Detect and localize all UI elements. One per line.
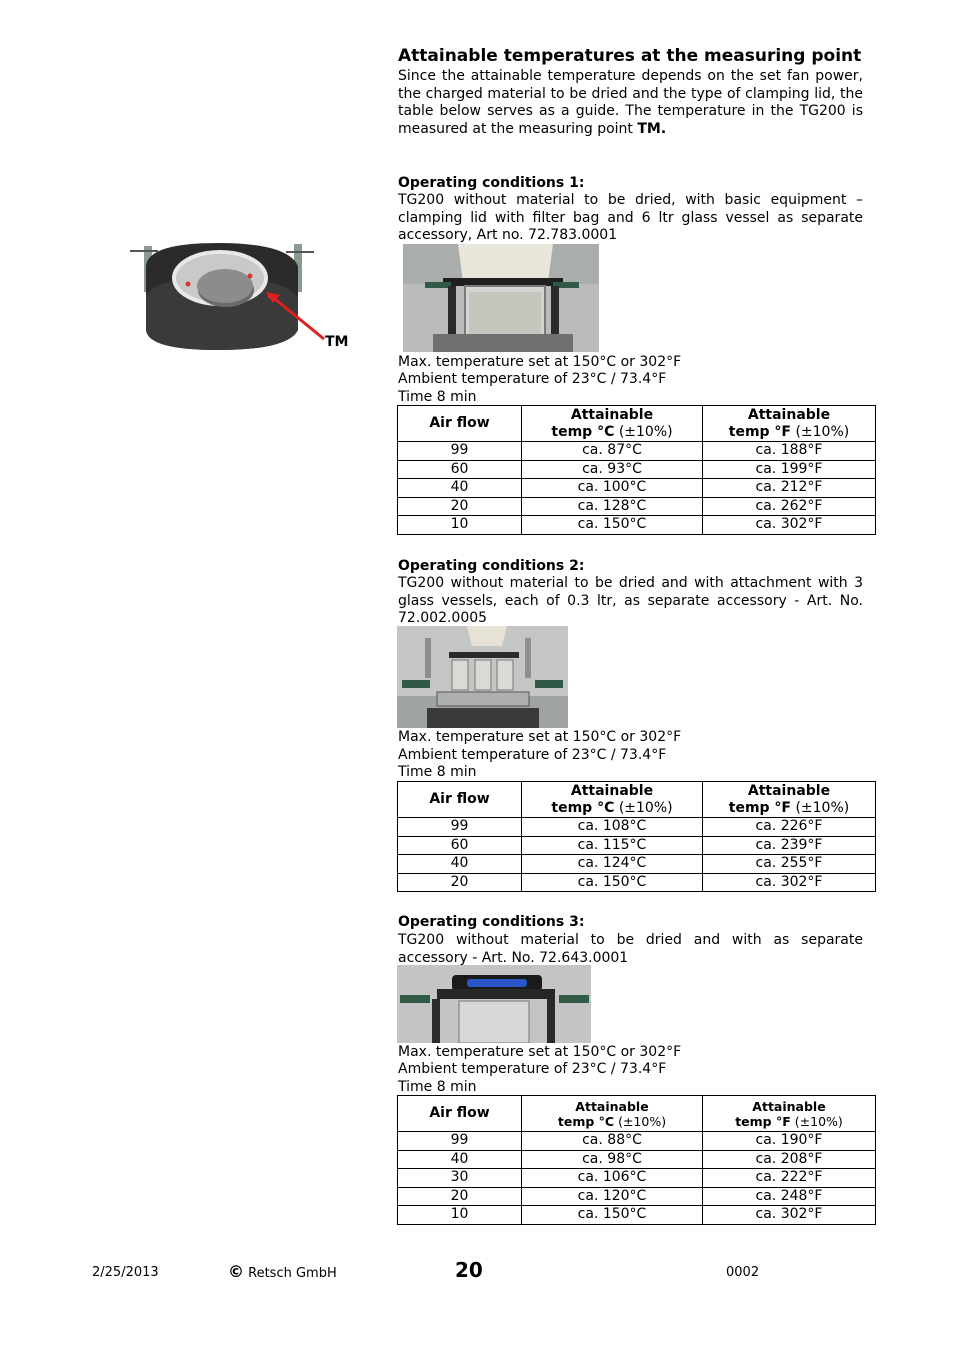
conditions-3-max-temp: Max. temperature set at 150°C or 302°F bbox=[398, 1044, 682, 1060]
table-row: 10 ca. 150°C ca. 302°F bbox=[398, 516, 876, 535]
conditions-1-title: Operating conditions 1: bbox=[398, 175, 585, 191]
footer-copyright bbox=[228, 1262, 337, 1281]
table-row: 10 ca. 150°C ca. 302°F bbox=[398, 1206, 876, 1225]
header-air-flow: Air flow bbox=[398, 406, 522, 442]
table-row: 20 ca. 150°C ca. 302°F bbox=[398, 873, 876, 892]
header-temp-f: Attainable temp °F (±10%) bbox=[703, 782, 876, 818]
conditions-2-table bbox=[397, 781, 876, 892]
footer-company: Retsch GmbH bbox=[248, 1266, 337, 1281]
conditions-3-description: TG200 without material to be dried and with as separate accessory - Art. No. 72.643.0001 bbox=[398, 932, 863, 966]
intro-paragraph bbox=[398, 68, 863, 138]
footer-date: 2/25/2013 bbox=[92, 1265, 159, 1280]
tm-label: TM bbox=[325, 334, 349, 350]
conditions-3-ambient: Ambient temperature of 23°C / 73.4°F bbox=[398, 1061, 667, 1077]
conditions-2-title: Operating conditions 2: bbox=[398, 558, 585, 574]
header-air-flow: Air flow bbox=[398, 1096, 522, 1132]
table-row: 60 ca. 115°C ca. 239°F bbox=[398, 836, 876, 855]
table-row: 40 ca. 98°C ca. 208°F bbox=[398, 1150, 876, 1169]
table-row: 40 ca. 100°C ca. 212°F bbox=[398, 479, 876, 498]
header-air-flow: Air flow bbox=[398, 782, 522, 818]
conditions-1-photo bbox=[403, 244, 599, 352]
conditions-2-time: Time 8 min bbox=[398, 764, 477, 780]
conditions-1-max-temp: Max. temperature set at 150°C or 302°F bbox=[398, 354, 682, 370]
copyright-icon: © bbox=[228, 1262, 244, 1281]
page-heading: Attainable temperatures at the measuring point bbox=[398, 46, 862, 66]
conditions-2-photo bbox=[397, 626, 568, 728]
table-row: 20 ca. 128°C ca. 262°F bbox=[398, 497, 876, 516]
conditions-3-photo bbox=[397, 965, 591, 1043]
table-row: 60 ca. 93°C ca. 199°F bbox=[398, 460, 876, 479]
table-row: 99 ca. 87°C ca. 188°F bbox=[398, 442, 876, 461]
conditions-1-table bbox=[397, 405, 876, 535]
table-row: 99 ca. 108°C ca. 226°F bbox=[398, 818, 876, 837]
footer-doc-code: 0002 bbox=[726, 1265, 760, 1280]
header-temp-f: Attainable temp °F (±10%) bbox=[703, 1096, 876, 1132]
conditions-1-description: TG200 without material to be dried, with basic equipment – clamping lid with filter bag and 6 ltr glass vessel as separate accessory, Art no. 72.783.0001 bbox=[398, 192, 863, 243]
conditions-1-ambient: Ambient temperature of 23°C / 73.4°F bbox=[398, 371, 667, 387]
conditions-2-description: TG200 without material to be dried and with attachment with 3 glass vessels, each of 0.3 ltr, as separate accessory - Art. No. 72.002.0005 bbox=[398, 575, 863, 626]
page-number: 20 bbox=[455, 1258, 483, 1282]
conditions-3-title: Operating conditions 3: bbox=[398, 914, 585, 930]
intro-bold-tm: TM. bbox=[637, 120, 667, 137]
table-row: 40 ca. 124°C ca. 255°F bbox=[398, 855, 876, 874]
conditions-1-time: Time 8 min bbox=[398, 389, 477, 405]
header-temp-f: Attainable temp °F (±10%) bbox=[703, 406, 876, 442]
table-header-row bbox=[398, 1096, 876, 1132]
conditions-3-time: Time 8 min bbox=[398, 1079, 477, 1095]
header-temp-c: Attainable temp °C (±10%) bbox=[522, 1096, 703, 1132]
conditions-2-max-temp: Max. temperature set at 150°C or 302°F bbox=[398, 729, 682, 745]
header-temp-c: Attainable temp °C (±10%) bbox=[522, 782, 703, 818]
intro-text: Since the attainable temperature depends on the set fan power, the charged material to be dried and the type of clamping lid, the table below serves as a guide. The temperature in the TG200 is measured at the measuring point bbox=[398, 68, 863, 137]
table-row: 99 ca. 88°C ca. 190°F bbox=[398, 1132, 876, 1151]
conditions-2-ambient: Ambient temperature of 23°C / 73.4°F bbox=[398, 747, 667, 763]
header-temp-c: Attainable temp °C (±10%) bbox=[522, 406, 703, 442]
table-row: 20 ca. 120°C ca. 248°F bbox=[398, 1187, 876, 1206]
table-header-row bbox=[398, 782, 876, 818]
table-row: 30 ca. 106°C ca. 222°F bbox=[398, 1169, 876, 1188]
table-header-row bbox=[398, 406, 876, 442]
conditions-3-table bbox=[397, 1095, 876, 1225]
